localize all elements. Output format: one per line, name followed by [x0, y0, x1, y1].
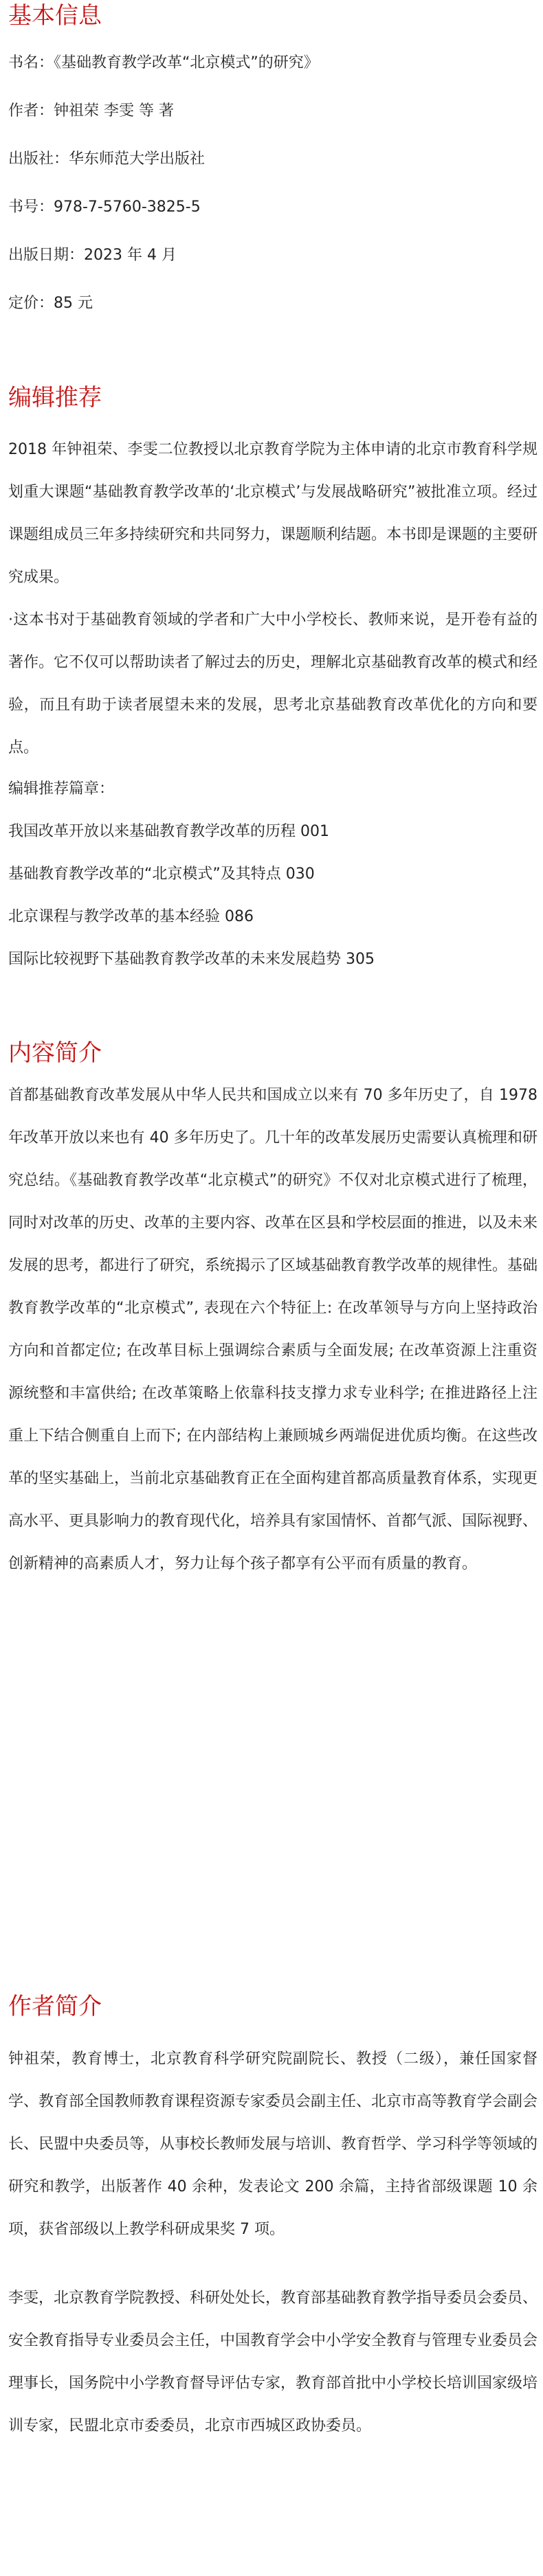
- chapters-label: 编辑推荐篇章：: [8, 780, 115, 798]
- book-price: 定价：85 元: [8, 295, 93, 312]
- content-summary-heading: 内容简介: [8, 1039, 102, 1067]
- book-publisher: 出版社：华东师范大学出版社: [8, 150, 206, 168]
- book-isbn: 书号：978-7-5760-3825-5: [8, 199, 201, 216]
- book-pub-date: 出版日期：2023 年 4 月: [8, 247, 177, 264]
- chapter-item: 我国改革开放以来基础教育教学改革的历程 001: [8, 823, 329, 840]
- chapter-item: 北京课程与教学改革的基本经验 086: [8, 908, 254, 925]
- author-intro-paragraph-2: 李雯，北京教育学院教授、科研处处长，教育部基础教育教学指导委员会委员、安全教育指导专业委员会主任，中国教育学会中小学安全教育与管理专业委员会理事长，国务院中小学教育督导评估专家，教育部首批中小学校长培训国家级培训专家，民盟北京市委委员，北京市西城区政协委员。: [8, 2290, 538, 2434]
- editor-recommendation-heading: 编辑推荐: [8, 384, 102, 411]
- book-authors: 作者：钟祖荣 李雯 等 著: [8, 102, 174, 120]
- author-intro-heading: 作者简介: [8, 1993, 102, 2020]
- book-title: 书名：《基础教育教学改革“北京模式”的研究》: [8, 54, 319, 71]
- editor-recommendation-paragraph-2: ·这本书对于基础教育领域的学者和广大中小学校长、教师来说，是开卷有益的著作。它不仅可以帮助读者了解过去的历史，理解北京基础教育改革的模式和经验，而且有助于读者展望未来的发展，思考北京基础教育改革优化的方向和要点。: [8, 611, 538, 756]
- chapter-item: 国际比较视野下基础教育教学改革的未来发展趋势 305: [8, 951, 375, 968]
- editor-recommendation-paragraph-1: 2018 年钟祖荣、李雯二位教授以北京教育学院为主体申请的北京市教育科学规划重大课题“基础教育教学改革的‘北京模式’与发展战略研究”被批准立项。经过课题组成员三年多持续研究和共同努力，课题顺利结题。本书即是课题的主要研究成果。: [8, 441, 538, 586]
- chapter-item: 基础教育教学改革的“北京模式”及其特点 030: [8, 866, 315, 883]
- content-summary-paragraph: 首都基础教育改革发展从中华人民共和国成立以来有 70 多年历史了，自 1978 年改革开放以来也有 40 多年历史了。几十年的改革发展历史需要认真梳理和研究总结。《基础教育教学改革“北京模式”的研究》不仅对北京模式进行了梳理，同时对改革的历史、改革的主要内容、改革在区县和学校层面的推进，以及未来发展的思考，都进行了研究，系统揭示了区域基础教育教学改革的规律性。基础教育教学改革的“北京模式”, 表现在六个特征上: 在改革领导与方向上坚持政治方向和首都定位; 在改革目标上强调综合素质与全面发展; 在改革资源上注重资源统整和丰富供给; 在改革策略上依靠科技支撑力求专业科学; 在推进路径上注重上下结合侧重自上而下; 在内部结构上兼顾城乡两端促进优质均衡。在这些改革的坚实基础上，当前北京基础教育正在全面构建首都高质量教育体系，实现更高水平、更具影响力的教育现代化，培养具有家国情怀、首都气派、国际视野、创新精神的高素质人才，努力让每个孩子都享有公平而有质量的教育。: [8, 1087, 538, 1572]
- basic-info-heading: 基本信息: [8, 2, 102, 30]
- author-intro-paragraph-1: 钟祖荣，教育博士，北京教育科学研究院副院长、教授（二级），兼任国家督学、教育部全国教师教育课程资源专家委员会副主任、北京市高等教育学会副会长、民盟中央委员等，从事校长教师发展与培训、教育哲学、学习科学等领域的研究和教学，出版著作 40 余种，发表论文 200 余篇，主持省部级课题 10 余项，获省部级以上教学科研成果奖 7 项。: [8, 2050, 538, 2238]
